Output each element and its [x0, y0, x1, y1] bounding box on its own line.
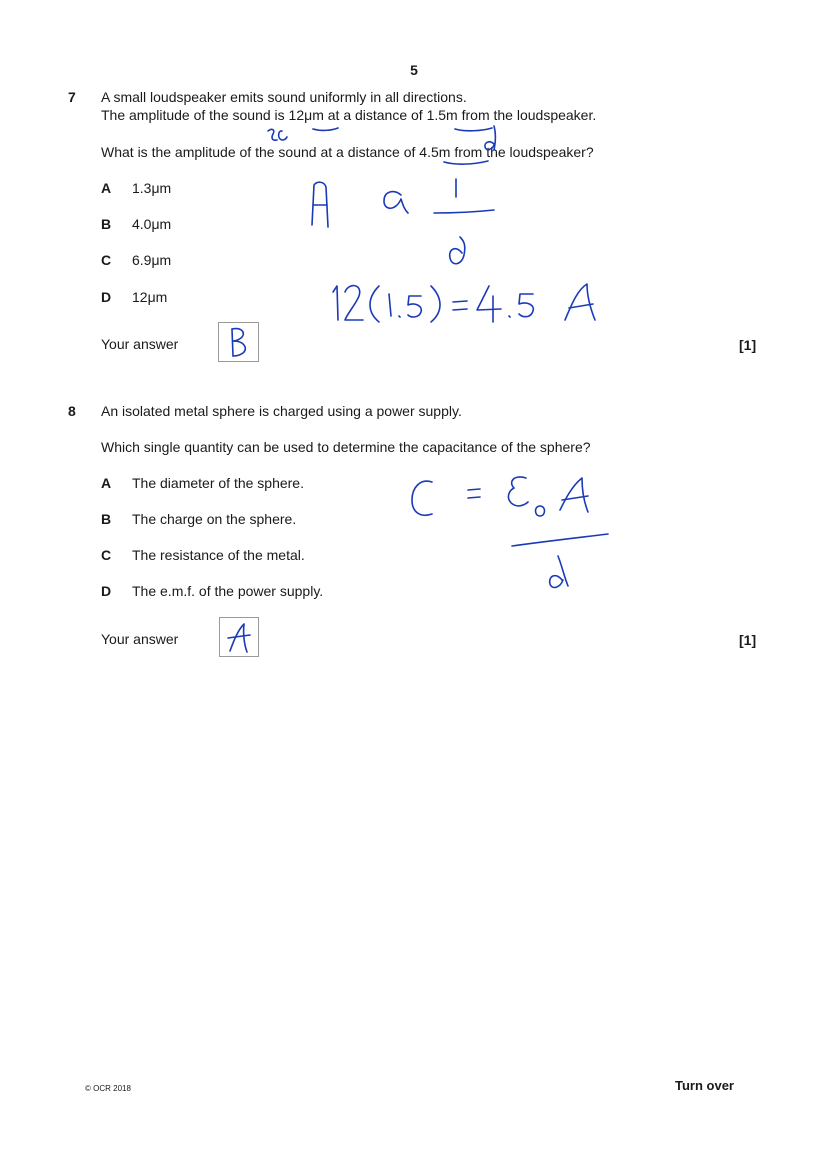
question-7-question: What is the amplitude of the sound at a distance of 4.5m from the loudspeaker? — [101, 144, 594, 160]
footer-turn-over: Turn over — [675, 1078, 734, 1093]
question-7-option-d-letter: D — [101, 289, 112, 305]
question-8-option-a-letter: A — [101, 475, 112, 491]
question-7-option-a-text: 1.3μm — [132, 180, 172, 196]
question-8-number: 8 — [68, 403, 76, 419]
question-7-option-d-text: 12μm — [132, 289, 168, 305]
question-7-option-a-letter: A — [101, 180, 112, 196]
question-7-option-b-text: 4.0μm — [132, 216, 172, 232]
handwritten-capacitance-formula — [400, 468, 620, 593]
question-8-option-c-letter: C — [101, 547, 112, 563]
handwritten-proportionality — [300, 175, 510, 275]
question-8-question: Which single quantity can be used to determine the capacitance of the sphere? — [101, 439, 591, 455]
question-8-option-c-text: The resistance of the metal. — [132, 547, 305, 563]
question-7-marks: [1] — [739, 337, 757, 353]
question-7-stem-line-2: The amplitude of the sound is 12μm at a distance of 1.5m from the loudspeaker. — [101, 107, 597, 123]
footer-copyright: © OCR 2018 — [85, 1084, 131, 1093]
question-8-option-b-text: The charge on the sphere. — [132, 511, 297, 527]
question-7-option-c-letter: C — [101, 252, 112, 268]
question-7-option-c-text: 6.9μm — [132, 252, 172, 268]
question-8-answer-box[interactable] — [219, 617, 259, 657]
question-8-marks: [1] — [739, 632, 757, 648]
question-8-option-d-letter: D — [101, 583, 112, 599]
question-8-stem-line-1: An isolated metal sphere is charged using a power supply. — [101, 403, 462, 419]
handwritten-a-answer — [220, 618, 258, 656]
question-8-option-b-letter: B — [101, 511, 112, 527]
question-8-option-d-text: The e.m.f. of the power supply. — [132, 583, 324, 599]
question-8-option-a-text: The diameter of the sphere. — [132, 475, 304, 491]
question-7-underline-annotations — [260, 118, 510, 178]
handwritten-b-answer — [219, 323, 258, 361]
question-8-answer-label: Your answer — [101, 631, 179, 647]
page-number: 5 — [410, 62, 418, 78]
question-7-answer-box[interactable] — [218, 322, 259, 362]
question-7-stem-line-1: A small loudspeaker emits sound uniformly in all directions. — [101, 89, 467, 105]
question-7-option-b-letter: B — [101, 216, 112, 232]
question-7-answer-label: Your answer — [101, 336, 179, 352]
handwritten-working-q7 — [325, 278, 625, 328]
question-7-number: 7 — [68, 89, 76, 105]
